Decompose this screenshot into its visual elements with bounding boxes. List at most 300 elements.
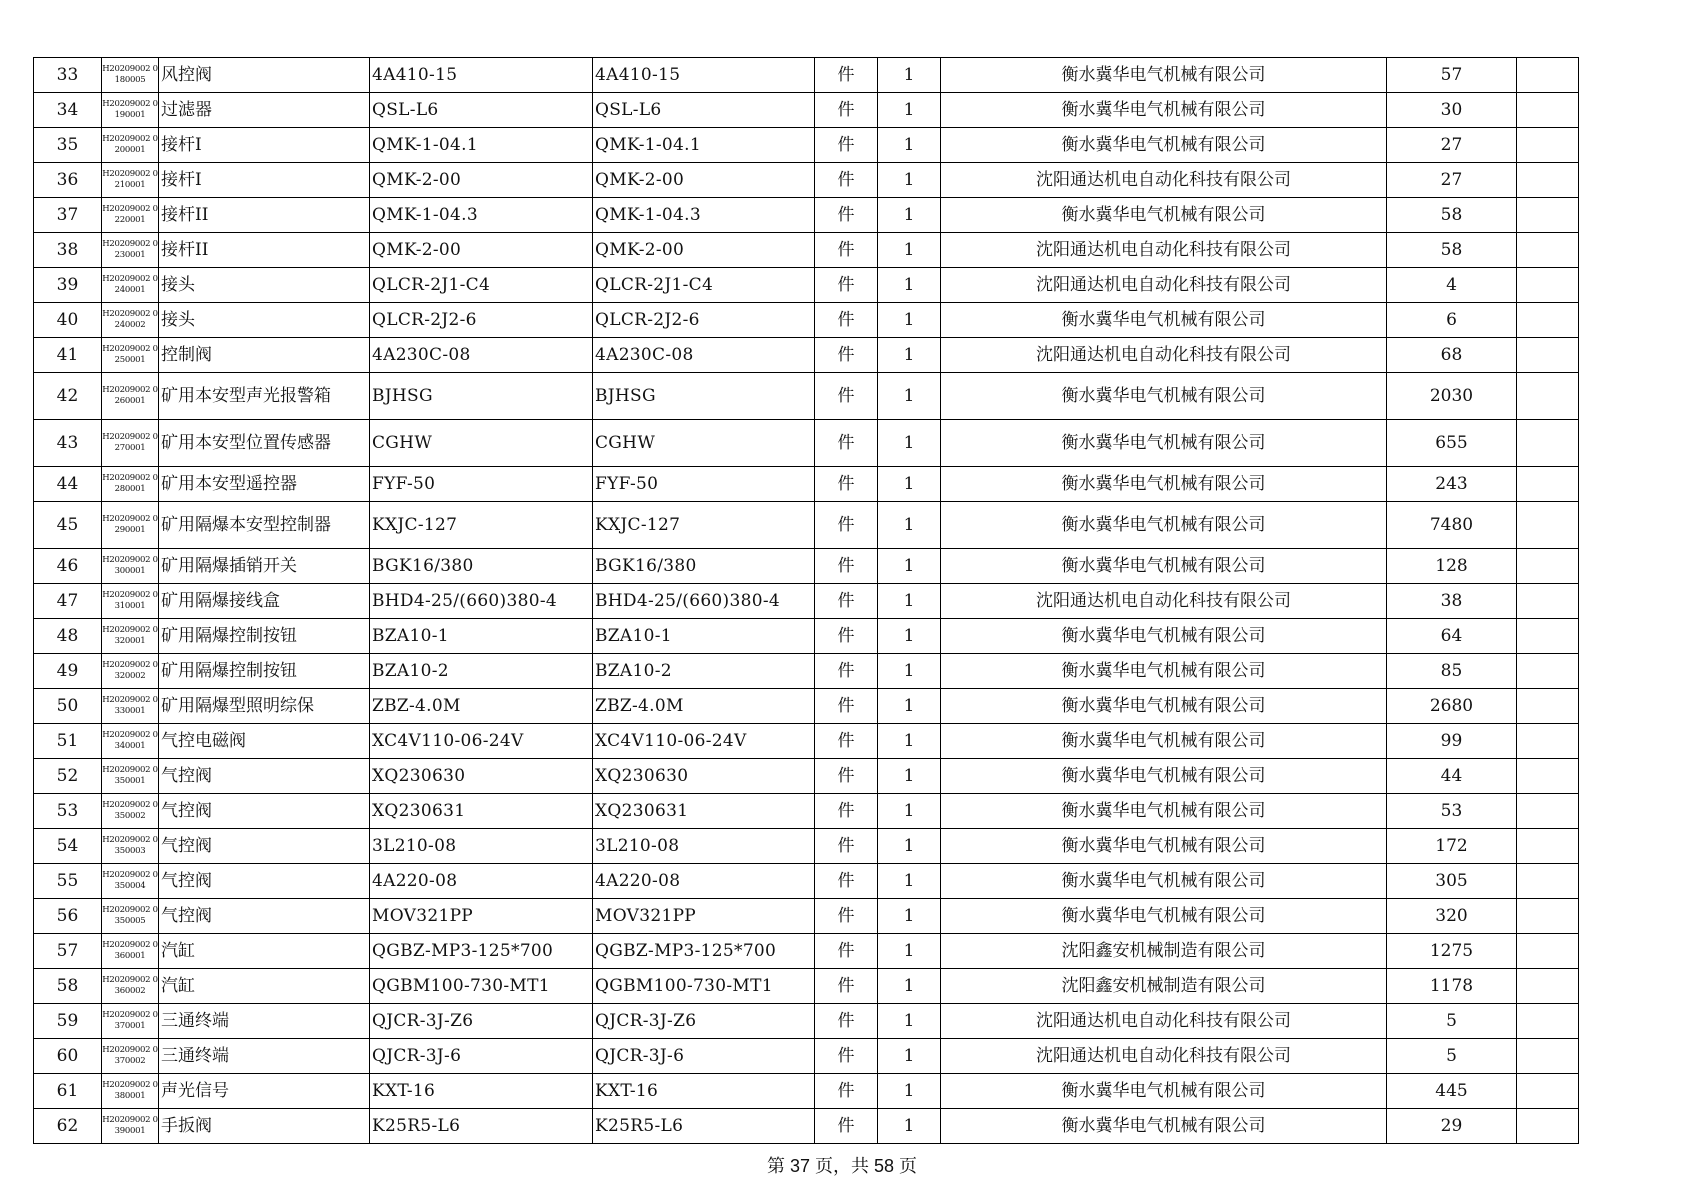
- item-name: 三通终端: [159, 1039, 370, 1074]
- row-number: 49: [34, 654, 102, 689]
- item-model: BGK16/380: [370, 549, 593, 584]
- item-quantity: 1: [878, 619, 941, 654]
- item-spec: QMK-1-04.3: [593, 198, 815, 233]
- item-model: FYF-50: [370, 467, 593, 502]
- item-model: QMK-1-04.3: [370, 198, 593, 233]
- table-row: [34, 467, 1579, 502]
- item-spec: QMK-2-00: [593, 163, 815, 198]
- item-name: 气控阀: [159, 829, 370, 864]
- item-unit: 件: [815, 420, 878, 467]
- row-number: 54: [34, 829, 102, 864]
- unit-price: 128: [1387, 549, 1517, 584]
- item-unit: 件: [815, 934, 878, 969]
- remark-cell: [1517, 794, 1579, 829]
- row-number: 42: [34, 373, 102, 420]
- item-quantity: 1: [878, 303, 941, 338]
- item-model: QMK-1-04.1: [370, 128, 593, 163]
- item-unit: 件: [815, 303, 878, 338]
- item-model: 4A230C-08: [370, 338, 593, 373]
- unit-price: 5: [1387, 1039, 1517, 1074]
- remark-cell: [1517, 584, 1579, 619]
- item-unit: 件: [815, 128, 878, 163]
- table-row: [34, 338, 1579, 373]
- item-spec: BJHSG: [593, 373, 815, 420]
- item-model: XQ230630: [370, 759, 593, 794]
- table-row: [34, 128, 1579, 163]
- table-row: [34, 549, 1579, 584]
- row-number: 59: [34, 1004, 102, 1039]
- row-number: 41: [34, 338, 102, 373]
- table-row: [34, 619, 1579, 654]
- item-name: 控制阀: [159, 338, 370, 373]
- table-row: [34, 303, 1579, 338]
- material-code: H20209002 0390001: [102, 1109, 159, 1144]
- row-number: 57: [34, 934, 102, 969]
- item-spec: BZA10-1: [593, 619, 815, 654]
- table-row: [34, 969, 1579, 1004]
- unit-price: 85: [1387, 654, 1517, 689]
- remark-cell: [1517, 233, 1579, 268]
- item-unit: 件: [815, 338, 878, 373]
- table-row: [34, 829, 1579, 864]
- item-model: QLCR-2J1-C4: [370, 268, 593, 303]
- unit-price: 655: [1387, 420, 1517, 467]
- supplier-name: 衡水冀华电气机械有限公司: [941, 619, 1387, 654]
- supplier-name: 衡水冀华电气机械有限公司: [941, 58, 1387, 93]
- item-unit: 件: [815, 233, 878, 268]
- unit-price: 4: [1387, 268, 1517, 303]
- row-number: 50: [34, 689, 102, 724]
- material-code: H20209002 0200001: [102, 128, 159, 163]
- item-spec: 4A220-08: [593, 864, 815, 899]
- item-spec: BGK16/380: [593, 549, 815, 584]
- table-row: [34, 934, 1579, 969]
- material-code: H20209002 0380001: [102, 1074, 159, 1109]
- item-model: 3L210-08: [370, 829, 593, 864]
- unit-price: 58: [1387, 233, 1517, 268]
- material-code: H20209002 0190001: [102, 93, 159, 128]
- item-name: 接头: [159, 303, 370, 338]
- item-quantity: 1: [878, 163, 941, 198]
- supplier-name: 衡水冀华电气机械有限公司: [941, 654, 1387, 689]
- item-model: BZA10-2: [370, 654, 593, 689]
- table-row: [34, 899, 1579, 934]
- item-quantity: 1: [878, 128, 941, 163]
- row-number: 51: [34, 724, 102, 759]
- row-number: 46: [34, 549, 102, 584]
- item-unit: 件: [815, 969, 878, 1004]
- item-name: 气控阀: [159, 864, 370, 899]
- item-model: QMK-2-00: [370, 233, 593, 268]
- item-name: 接杆II: [159, 198, 370, 233]
- supplier-name: 衡水冀华电气机械有限公司: [941, 794, 1387, 829]
- item-unit: 件: [815, 1109, 878, 1144]
- material-code: H20209002 0370002: [102, 1039, 159, 1074]
- table-row: [34, 689, 1579, 724]
- unit-price: 58: [1387, 198, 1517, 233]
- item-spec: ZBZ-4.0M: [593, 689, 815, 724]
- item-unit: 件: [815, 93, 878, 128]
- remark-cell: [1517, 549, 1579, 584]
- item-spec: QJCR-3J-6: [593, 1039, 815, 1074]
- supplier-name: 沈阳通达机电自动化科技有限公司: [941, 163, 1387, 198]
- supplier-name: 衡水冀华电气机械有限公司: [941, 93, 1387, 128]
- row-number: 47: [34, 584, 102, 619]
- material-code: H20209002 0350004: [102, 864, 159, 899]
- supplier-name: 衡水冀华电气机械有限公司: [941, 1074, 1387, 1109]
- supplier-name: 沈阳通达机电自动化科技有限公司: [941, 1004, 1387, 1039]
- item-unit: 件: [815, 829, 878, 864]
- item-spec: XQ230630: [593, 759, 815, 794]
- unit-price: 445: [1387, 1074, 1517, 1109]
- supplier-name: 沈阳通达机电自动化科技有限公司: [941, 338, 1387, 373]
- total-page-count: 58: [874, 1156, 895, 1176]
- unit-price: 243: [1387, 467, 1517, 502]
- row-number: 60: [34, 1039, 102, 1074]
- unit-price: 2030: [1387, 373, 1517, 420]
- unit-price: 172: [1387, 829, 1517, 864]
- material-code: H20209002 0290001: [102, 502, 159, 549]
- item-quantity: 1: [878, 969, 941, 1004]
- item-unit: 件: [815, 467, 878, 502]
- row-number: 39: [34, 268, 102, 303]
- item-spec: QJCR-3J-Z6: [593, 1004, 815, 1039]
- supplier-name: 衡水冀华电气机械有限公司: [941, 128, 1387, 163]
- table-row: [34, 233, 1579, 268]
- table-row: [34, 759, 1579, 794]
- item-unit: 件: [815, 163, 878, 198]
- material-code: H20209002 0360001: [102, 934, 159, 969]
- remark-cell: [1517, 829, 1579, 864]
- item-name: 三通终端: [159, 1004, 370, 1039]
- remark-cell: [1517, 467, 1579, 502]
- remark-cell: [1517, 163, 1579, 198]
- remark-cell: [1517, 420, 1579, 467]
- item-spec: CGHW: [593, 420, 815, 467]
- item-spec: QLCR-2J2-6: [593, 303, 815, 338]
- remark-cell: [1517, 864, 1579, 899]
- row-number: 37: [34, 198, 102, 233]
- item-spec: BZA10-2: [593, 654, 815, 689]
- item-name: 气控电磁阀: [159, 724, 370, 759]
- table-row: [34, 864, 1579, 899]
- unit-price: 27: [1387, 128, 1517, 163]
- item-unit: 件: [815, 1039, 878, 1074]
- supplier-name: 衡水冀华电气机械有限公司: [941, 759, 1387, 794]
- item-unit: 件: [815, 724, 878, 759]
- item-quantity: 1: [878, 1109, 941, 1144]
- material-code: H20209002 0330001: [102, 689, 159, 724]
- item-name: 声光信号: [159, 1074, 370, 1109]
- item-name: 接杆I: [159, 128, 370, 163]
- row-number: 53: [34, 794, 102, 829]
- remark-cell: [1517, 689, 1579, 724]
- item-spec: 4A410-15: [593, 58, 815, 93]
- row-number: 61: [34, 1074, 102, 1109]
- supplier-name: 衡水冀华电气机械有限公司: [941, 1109, 1387, 1144]
- table-row: [34, 58, 1579, 93]
- item-name: 气控阀: [159, 759, 370, 794]
- item-name: 矿用隔爆控制按钮: [159, 654, 370, 689]
- item-spec: XQ230631: [593, 794, 815, 829]
- remark-cell: [1517, 373, 1579, 420]
- material-code: H20209002 0180005: [102, 58, 159, 93]
- item-model: QGBZ-MP3-125*700: [370, 934, 593, 969]
- item-name: 接杆I: [159, 163, 370, 198]
- supplier-name: 衡水冀华电气机械有限公司: [941, 724, 1387, 759]
- item-name: 矿用本安型位置传感器: [159, 420, 370, 467]
- item-spec: 4A230C-08: [593, 338, 815, 373]
- supplier-name: 衡水冀华电气机械有限公司: [941, 549, 1387, 584]
- remark-cell: [1517, 934, 1579, 969]
- remark-cell: [1517, 338, 1579, 373]
- item-model: XC4V110-06-24V: [370, 724, 593, 759]
- item-quantity: 1: [878, 759, 941, 794]
- table-row: [34, 654, 1579, 689]
- supplier-name: 衡水冀华电气机械有限公司: [941, 467, 1387, 502]
- item-quantity: 1: [878, 724, 941, 759]
- remark-cell: [1517, 128, 1579, 163]
- item-name: 矿用隔爆控制按钮: [159, 619, 370, 654]
- supplier-name: 衡水冀华电气机械有限公司: [941, 899, 1387, 934]
- item-model: K25R5-L6: [370, 1109, 593, 1144]
- supplier-name: 衡水冀华电气机械有限公司: [941, 502, 1387, 549]
- supplier-name: 沈阳通达机电自动化科技有限公司: [941, 268, 1387, 303]
- supplier-name: 衡水冀华电气机械有限公司: [941, 864, 1387, 899]
- unit-price: 1178: [1387, 969, 1517, 1004]
- supplier-name: 衡水冀华电气机械有限公司: [941, 689, 1387, 724]
- unit-price: 38: [1387, 584, 1517, 619]
- item-model: 4A220-08: [370, 864, 593, 899]
- supplier-name: 衡水冀华电气机械有限公司: [941, 420, 1387, 467]
- item-model: BZA10-1: [370, 619, 593, 654]
- item-name: 矿用本安型遥控器: [159, 467, 370, 502]
- material-code: H20209002 0360002: [102, 969, 159, 1004]
- item-model: QLCR-2J2-6: [370, 303, 593, 338]
- material-code: H20209002 0230001: [102, 233, 159, 268]
- item-name: 手扳阀: [159, 1109, 370, 1144]
- table-row: [34, 724, 1579, 759]
- row-number: 52: [34, 759, 102, 794]
- item-unit: 件: [815, 584, 878, 619]
- supplier-name: 衡水冀华电气机械有限公司: [941, 303, 1387, 338]
- item-unit: 件: [815, 198, 878, 233]
- material-code: H20209002 0350003: [102, 829, 159, 864]
- material-code: H20209002 0310001: [102, 584, 159, 619]
- item-quantity: 1: [878, 467, 941, 502]
- row-number: 34: [34, 93, 102, 128]
- item-name: 接杆II: [159, 233, 370, 268]
- item-quantity: 1: [878, 689, 941, 724]
- item-quantity: 1: [878, 268, 941, 303]
- remark-cell: [1517, 759, 1579, 794]
- unit-price: 320: [1387, 899, 1517, 934]
- item-model: QMK-2-00: [370, 163, 593, 198]
- table-row: [34, 420, 1579, 467]
- item-name: 风控阀: [159, 58, 370, 93]
- row-number: 40: [34, 303, 102, 338]
- remark-cell: [1517, 724, 1579, 759]
- item-quantity: 1: [878, 233, 941, 268]
- row-number: 38: [34, 233, 102, 268]
- item-name: 接头: [159, 268, 370, 303]
- item-quantity: 1: [878, 584, 941, 619]
- footer-suffix: 页: [894, 1156, 918, 1176]
- item-unit: 件: [815, 1004, 878, 1039]
- item-name: 气控阀: [159, 794, 370, 829]
- table-row: [34, 1109, 1579, 1144]
- remark-cell: [1517, 1109, 1579, 1144]
- remark-cell: [1517, 58, 1579, 93]
- table-row: [34, 198, 1579, 233]
- item-unit: 件: [815, 373, 878, 420]
- item-model: KXJC-127: [370, 502, 593, 549]
- item-model: QJCR-3J-6: [370, 1039, 593, 1074]
- item-quantity: 1: [878, 864, 941, 899]
- remark-cell: [1517, 303, 1579, 338]
- item-name: 矿用隔爆本安型控制器: [159, 502, 370, 549]
- item-model: BHD4-25/(660)380-4: [370, 584, 593, 619]
- footer-prefix: 第: [766, 1156, 790, 1176]
- item-unit: 件: [815, 864, 878, 899]
- unit-price: 29: [1387, 1109, 1517, 1144]
- material-code: H20209002 0260001: [102, 373, 159, 420]
- item-model: ZBZ-4.0M: [370, 689, 593, 724]
- item-name: 过滤器: [159, 93, 370, 128]
- row-number: 62: [34, 1109, 102, 1144]
- row-number: 43: [34, 420, 102, 467]
- item-unit: 件: [815, 268, 878, 303]
- material-code: H20209002 0240002: [102, 303, 159, 338]
- item-quantity: 1: [878, 934, 941, 969]
- item-unit: 件: [815, 619, 878, 654]
- item-spec: QGBM100-730-MT1: [593, 969, 815, 1004]
- item-quantity: 1: [878, 373, 941, 420]
- table-row: [34, 163, 1579, 198]
- table-row: [34, 794, 1579, 829]
- supplier-name: 沈阳通达机电自动化科技有限公司: [941, 233, 1387, 268]
- item-model: QSL-L6: [370, 93, 593, 128]
- row-number: 45: [34, 502, 102, 549]
- remark-cell: [1517, 654, 1579, 689]
- table-row: [34, 1004, 1579, 1039]
- item-quantity: 1: [878, 58, 941, 93]
- current-page-number: 37: [789, 1156, 810, 1176]
- item-quantity: 1: [878, 1004, 941, 1039]
- supplier-name: 沈阳通达机电自动化科技有限公司: [941, 1039, 1387, 1074]
- table-row: [34, 584, 1579, 619]
- unit-price: 30: [1387, 93, 1517, 128]
- item-spec: QSL-L6: [593, 93, 815, 128]
- material-code: H20209002 0300001: [102, 549, 159, 584]
- item-name: 矿用本安型声光报警箱: [159, 373, 370, 420]
- item-unit: 件: [815, 689, 878, 724]
- unit-price: 53: [1387, 794, 1517, 829]
- unit-price: 27: [1387, 163, 1517, 198]
- item-quantity: 1: [878, 1039, 941, 1074]
- row-number: 58: [34, 969, 102, 1004]
- item-spec: BHD4-25/(660)380-4: [593, 584, 815, 619]
- item-name: 气控阀: [159, 899, 370, 934]
- table-row: [34, 373, 1579, 420]
- item-unit: 件: [815, 58, 878, 93]
- item-spec: QMK-2-00: [593, 233, 815, 268]
- parts-price-table: [33, 57, 1579, 1144]
- material-code: H20209002 0270001: [102, 420, 159, 467]
- item-unit: 件: [815, 1074, 878, 1109]
- remark-cell: [1517, 1039, 1579, 1074]
- unit-price: 44: [1387, 759, 1517, 794]
- remark-cell: [1517, 619, 1579, 654]
- unit-price: 64: [1387, 619, 1517, 654]
- table-row: [34, 1039, 1579, 1074]
- item-quantity: 1: [878, 338, 941, 373]
- unit-price: 7480: [1387, 502, 1517, 549]
- item-unit: 件: [815, 899, 878, 934]
- supplier-name: 沈阳鑫安机械制造有限公司: [941, 969, 1387, 1004]
- item-model: CGHW: [370, 420, 593, 467]
- material-code: H20209002 0220001: [102, 198, 159, 233]
- material-code: H20209002 0350005: [102, 899, 159, 934]
- unit-price: 305: [1387, 864, 1517, 899]
- unit-price: 2680: [1387, 689, 1517, 724]
- unit-price: 6: [1387, 303, 1517, 338]
- unit-price: 68: [1387, 338, 1517, 373]
- material-code: H20209002 0350001: [102, 759, 159, 794]
- item-quantity: 1: [878, 794, 941, 829]
- item-quantity: 1: [878, 198, 941, 233]
- item-name: 汽缸: [159, 969, 370, 1004]
- item-spec: FYF-50: [593, 467, 815, 502]
- item-spec: 3L210-08: [593, 829, 815, 864]
- row-number: 44: [34, 467, 102, 502]
- item-unit: 件: [815, 654, 878, 689]
- page-footer: [0, 1152, 1684, 1178]
- table-row: [34, 268, 1579, 303]
- remark-cell: [1517, 502, 1579, 549]
- row-number: 56: [34, 899, 102, 934]
- unit-price: 1275: [1387, 934, 1517, 969]
- item-spec: XC4V110-06-24V: [593, 724, 815, 759]
- table-row: [34, 93, 1579, 128]
- item-quantity: 1: [878, 93, 941, 128]
- item-model: MOV321PP: [370, 899, 593, 934]
- item-model: XQ230631: [370, 794, 593, 829]
- remark-cell: [1517, 899, 1579, 934]
- item-name: 矿用隔爆插销开关: [159, 549, 370, 584]
- unit-price: 99: [1387, 724, 1517, 759]
- item-quantity: 1: [878, 420, 941, 467]
- item-model: BJHSG: [370, 373, 593, 420]
- remark-cell: [1517, 1074, 1579, 1109]
- material-code: H20209002 0340001: [102, 724, 159, 759]
- item-quantity: 1: [878, 654, 941, 689]
- item-name: 汽缸: [159, 934, 370, 969]
- remark-cell: [1517, 969, 1579, 1004]
- item-quantity: 1: [878, 549, 941, 584]
- supplier-name: 沈阳通达机电自动化科技有限公司: [941, 584, 1387, 619]
- material-code: H20209002 0350002: [102, 794, 159, 829]
- footer-middle: 页，共: [809, 1156, 874, 1176]
- item-unit: 件: [815, 549, 878, 584]
- item-spec: MOV321PP: [593, 899, 815, 934]
- row-number: 36: [34, 163, 102, 198]
- item-spec: QLCR-2J1-C4: [593, 268, 815, 303]
- row-number: 55: [34, 864, 102, 899]
- row-number: 35: [34, 128, 102, 163]
- item-unit: 件: [815, 502, 878, 549]
- item-model: KXT-16: [370, 1074, 593, 1109]
